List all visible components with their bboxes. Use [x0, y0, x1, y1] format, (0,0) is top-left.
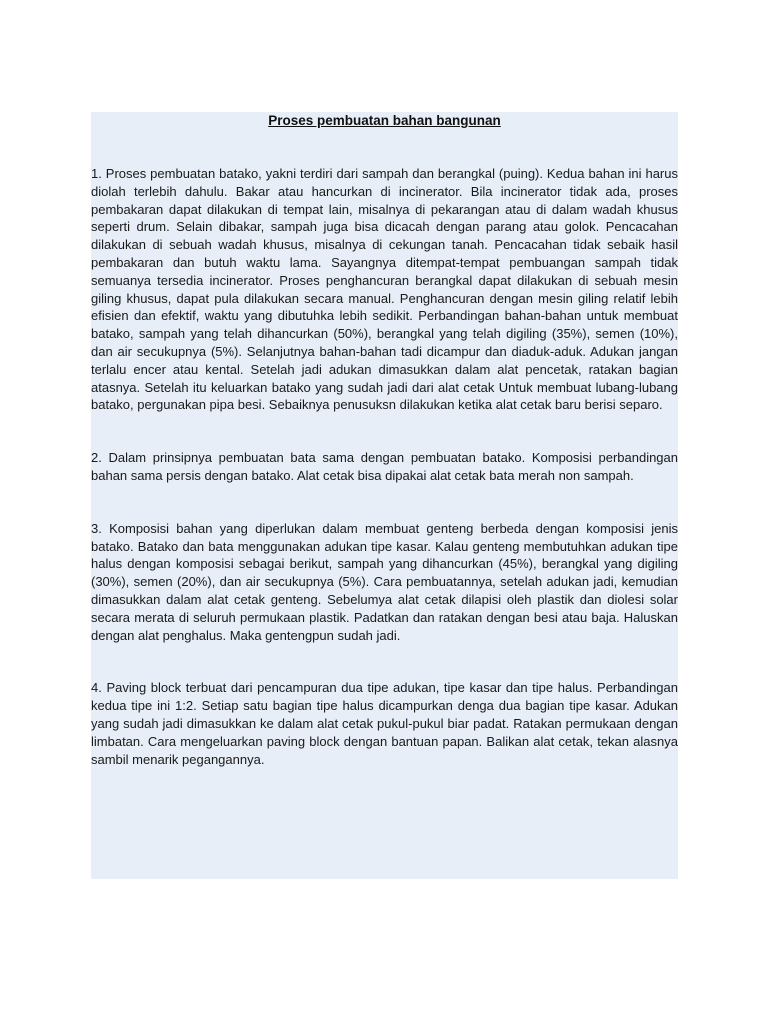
paragraph-paving-block: 4. Paving block terbuat dari pencampuran dua tipe adukan, tipe kasar dan tipe halus. Perbandingan kedua tipe ini 1:2. Setiap satu bagian tipe halus dicampurkan denga dua bagian tipe kasar. Adukan yang sudah jadi dimasukkan ke dalam alat cetak pukul-pukul biar padat. Ratakan permukaan dengan limbatan. Cara mengeluarkan paving block dengan bantuan papan. Balikan alat cetak, tekan alasnya sambil menarik pegangannya. — [91, 680, 678, 767]
paragraph-bata: 2. Dalam prinsipnya pembuatan bata sama dengan pembuatan batako. Komposisi perbandingan bahan sama persis dengan batako. Alat cetak bisa dipakai alat cetak bata merah non sampah. — [91, 450, 678, 483]
paragraph-genteng: 3. Komposisi bahan yang diperlukan dalam membuat genteng berbeda dengan komposisi jenis batako. Batako dan bata menggunakan adukan tipe kasar. Kalau genteng membutuhkan adukan tipe halus dengan komposisi sebagai berikut, sampah yang dihancurkan (45%), berangkal yang digiling (30%), semen (20%), dan air secukupnya (5%). Cara pembuatannya, setelah adukan jadi, kemudian dimasukkan dalam alat cetak genteng. Sebelumya alat cetak dilapisi oleh plastik dan diolesi solar secara merata di seluruh permukaan plastik. Padatkan dan ratakan dengan besi atau baja. Haluskan dengan alat penghalus. Maka gentengpun sudah jadi. — [91, 520, 678, 643]
paragraph-batako: 1. Proses pembuatan batako, yakni terdiri dari sampah dan berangkal (puing). Kedua bahan ini harus diolah terlebih dahulu. Bakar atau hancurkan di incinerator. Bila incinerator tidak ada, proses pembakaran dapat dilakukan di tempat lain, misalnya di pekarangan atau di dalam wadah khusus seperti drum. Selain dibakar, sampah juga bisa dicacah dengan parang atau golok. Pencacahan dilakukan di sebuah wadah khusus, misalnya di cekungan tanah. Pencacahan tidak sebaik hasil pembakaran dan butuh waktu lama. Sayangnya ditempat-tempat pembuangan sampah tidak semuanya tersedia incinerator. Proses penghancuran berangkal dapat dilakukan di sebuah mesin giling khusus, dapat pula dilakukan secara manual. Penghancuran dengan mesin giling relatif lebih efisien dan efektif, waktu yang dibutuhka lebih sedikit. Perbandingan bahan-bahan untuk membuat batako, sampah yang telah dihancurkan (50%), berangkal yang telah digiling (35%), semen (10%), dan air secukupnya (5%). Selanjutnya bahan-bahan tadi dicampur dan diaduk-aduk. Adukan jangan terlalu encer atau kental. Setelah jadi adukan dimasukkan dalam alat pencetak, ratakan bagian atasnya. Setelah itu keluarkan batako yang sudah jadi dari alat cetak Untuk membuat lubang-lubang batako, pergunakan pipa besi. Sebaiknya penusuksn dilakukan ketika alat cetak baru berisi separo. — [91, 166, 678, 413]
paragraph-list — [91, 165, 678, 768]
document-title: Proses pembuatan bahan bangunan — [268, 113, 501, 128]
document-text-block — [91, 112, 678, 879]
